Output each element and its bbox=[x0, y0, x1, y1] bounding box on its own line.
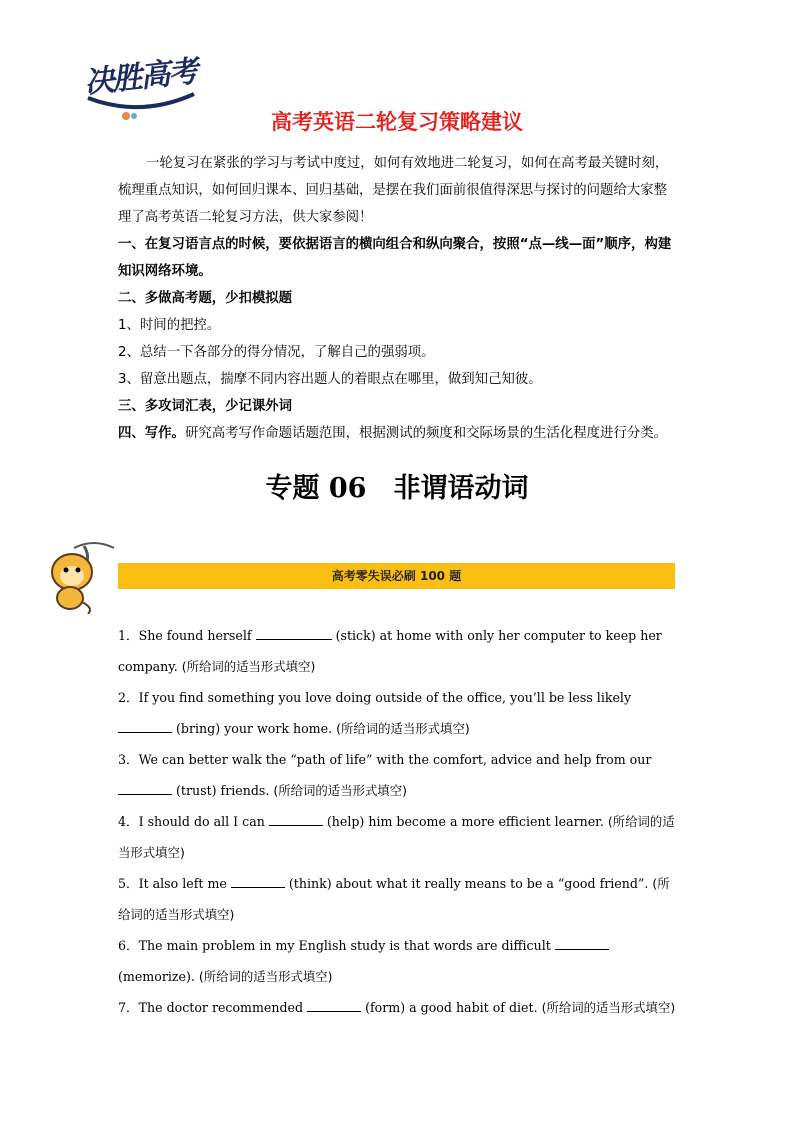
question-text: The main problem in my English study is that words are difficult bbox=[138, 938, 551, 953]
question-hint: (所给词的适当形式填空) bbox=[541, 1000, 676, 1015]
question-4 bbox=[118, 806, 680, 868]
question-hint: (所给词的适当形式填空) bbox=[181, 659, 316, 674]
question-hint: (所给词的适当形式填空) bbox=[336, 721, 470, 736]
answer-blank[interactable] bbox=[118, 718, 172, 733]
intro-point-4-text: 研究高考写作命题话题范围，根据测试的频度和交际场景的生活化程度进行分类。 bbox=[184, 426, 668, 441]
question-text: She found herself bbox=[138, 628, 252, 643]
question-5 bbox=[118, 868, 680, 930]
question-list bbox=[118, 620, 680, 1023]
question-text: (memorize). bbox=[118, 969, 195, 984]
answer-blank[interactable] bbox=[555, 935, 609, 950]
question-text: (stick) at home with only her computer to keep her company. bbox=[118, 628, 662, 674]
question-text: I should do all I can bbox=[138, 814, 265, 829]
question-text: (form) a good habit of diet. bbox=[365, 1000, 538, 1015]
intro-point-4-label: 四、写作。 bbox=[118, 426, 185, 441]
intro-point-1: 一、在复习语言点的时候，要依据语言的横向组合和纵向聚合，按照“点—线—面”顺序，构建知识网络环境。 bbox=[118, 237, 672, 279]
intro-paragraph: 一轮复习在紧张的学习与考试中度过，如何有效地进二轮复习，如何在高考最关键时刻，梳理重点知识，如何回归课本、回归基础，是摆在我们面前很值得深思与探讨的问题给大家整理了高考英语二轮复习方法，供大家参阅！ bbox=[118, 156, 669, 225]
question-3 bbox=[118, 744, 680, 806]
question-hint: (所给词的适当形式填空) bbox=[198, 969, 333, 984]
question-number: 2． bbox=[118, 690, 139, 705]
question-hint: (所给词的适当形式填空) bbox=[118, 876, 670, 922]
question-text: It also left me bbox=[138, 876, 227, 891]
question-1 bbox=[118, 620, 680, 682]
banner-label: 高考零失误必刷 100 题 bbox=[331, 569, 462, 583]
monkey-mascot-icon bbox=[44, 538, 116, 614]
question-number: 1． bbox=[118, 628, 139, 643]
intro-sub-2: 2、总结一下各部分的得分情况，了解自己的强弱项。 bbox=[118, 345, 435, 360]
question-number: 7． bbox=[118, 1000, 139, 1015]
intro-sub-1: 1、时间的把控。 bbox=[118, 318, 221, 333]
question-text: (trust) friends. bbox=[176, 783, 270, 798]
question-text: We can better walk the “path of life” with the comfort, advice and help from our bbox=[138, 752, 652, 767]
answer-blank[interactable] bbox=[269, 811, 323, 826]
question-2 bbox=[118, 682, 680, 744]
question-number: 4． bbox=[118, 814, 139, 829]
intro-sub-3: 3、留意出题点，揣摩不同内容出题人的着眼点在哪里，做到知己知彼。 bbox=[118, 372, 542, 387]
intro-point-3: 三、多攻词汇表，少记课外词 bbox=[118, 399, 293, 414]
question-6 bbox=[118, 930, 680, 992]
answer-blank[interactable] bbox=[231, 873, 285, 888]
question-hint: (所给词的适当形式填空) bbox=[118, 814, 675, 860]
intro-point-4 bbox=[118, 420, 678, 447]
question-number: 6． bbox=[118, 938, 139, 953]
question-hint: (所给词的适当形式填空) bbox=[273, 783, 407, 798]
question-7 bbox=[118, 992, 680, 1023]
intro-section bbox=[118, 150, 678, 447]
question-text: (help) him become a more efficient learner. bbox=[326, 814, 604, 829]
question-number: 3． bbox=[118, 752, 139, 767]
answer-blank[interactable] bbox=[118, 780, 172, 795]
answer-blank[interactable] bbox=[307, 997, 361, 1012]
question-text: (think) about what it really means to be a “good friend”. bbox=[288, 876, 649, 891]
question-number: 5． bbox=[118, 876, 139, 891]
intro-point-2: 二、多做高考题，少扣模拟题 bbox=[118, 291, 293, 306]
main-title: 高考英语二轮复习策略建议 bbox=[271, 110, 523, 134]
question-text: (bring) your work home. bbox=[176, 721, 333, 736]
question-text: The doctor recommended bbox=[138, 1000, 304, 1015]
topic-title: 专题 06 非谓语动词 bbox=[265, 473, 529, 504]
answer-blank[interactable] bbox=[256, 625, 332, 640]
banner bbox=[118, 563, 675, 589]
question-text: If you find something you love doing outside of the office, you’ll be less likely bbox=[138, 690, 632, 705]
logo-text: 决胜高考 bbox=[82, 54, 198, 101]
